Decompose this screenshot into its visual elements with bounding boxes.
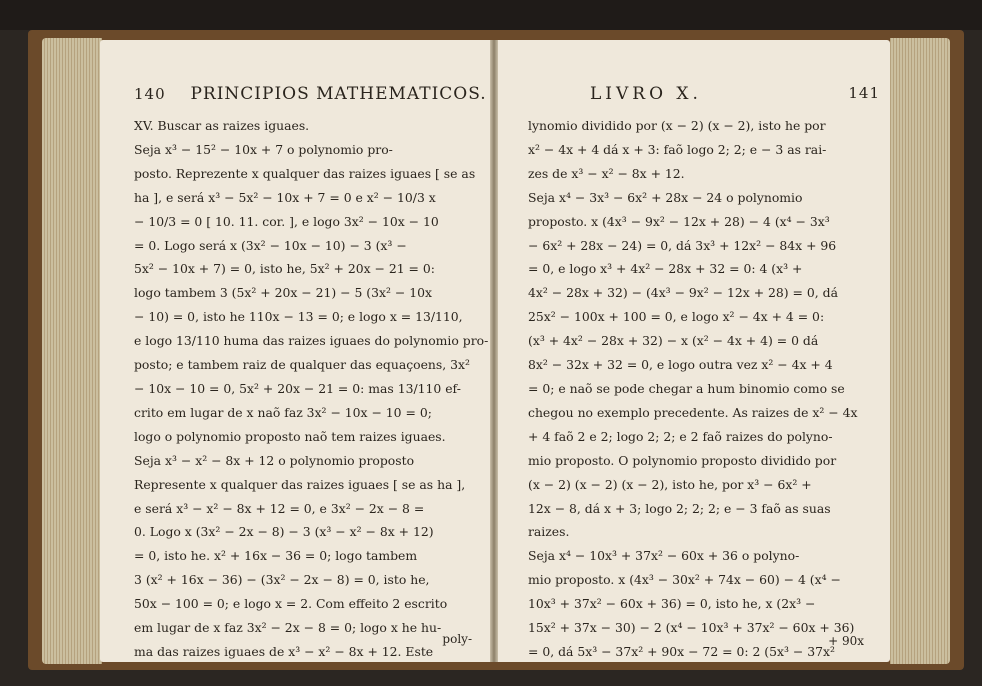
right-page-header xyxy=(590,84,880,104)
text-line: Represente x qualquer das raizes iguaes [ se as ha ], xyxy=(134,476,466,492)
text-line: 10x³ + 37x² − 60x + 36) = 0, isto he, x (2x³ − xyxy=(528,596,816,612)
right-page-number: 141 xyxy=(848,84,880,102)
text-line: − 10x − 10 = 0, 5x² + 20x − 21 = 0: mas 13/110 ef- xyxy=(134,380,461,396)
text-line: 8x² − 32x + 32 = 0, e logo outra vez x² − 4x + 4 xyxy=(528,357,833,373)
text-line: posto; e tambem raiz de qualquer das equaçoens, 3x² xyxy=(134,357,470,373)
text-line: = 0, isto he. x² + 16x − 36 = 0; logo tambem xyxy=(134,548,418,564)
text-line: crito em lugar de x naõ faz 3x² − 10x − 10 = 0; xyxy=(134,404,432,420)
text-line: chegou no exemplo precedente. As raizes de x² − 4x xyxy=(528,404,858,420)
text-line: lynomio dividido por (x − 2) (x − 2), isto he por xyxy=(528,118,826,133)
book xyxy=(28,30,964,670)
text-line: 25x² − 100x + 100 = 0, e logo x² − 4x + 4 = 0: xyxy=(528,309,825,325)
text-line: logo o polynomio proposto naõ tem raizes iguaes. xyxy=(134,428,446,444)
text-line: ha ], e será x³ − 5x² − 10x + 7 = 0 e x² − 10/3 x xyxy=(134,189,436,205)
text-line: − 6x² + 28x − 24) = 0, dá 3x³ + 12x² − 84x + 96 xyxy=(528,237,837,253)
right-catchword: + 90x xyxy=(828,634,864,648)
right-page-edges xyxy=(890,38,950,664)
text-line: 15x² + 37x − 30) − 2 (x⁴ − 10x³ + 37x² − 60x + 36) xyxy=(528,620,855,636)
text-line: Seja x⁴ − 10x³ + 37x² − 60x + 36 o polyno- xyxy=(528,548,800,564)
left-page xyxy=(100,40,490,662)
text-line: posto. Reprezente x qualquer das raizes iguaes [ se as xyxy=(134,165,476,181)
text-line: 3 (x² + 16x − 36) − (3x² − 2x − 8) = 0, isto he, xyxy=(134,572,430,588)
text-line: 50x − 100 = 0; e logo x = 2. Com effeito 2 escrito xyxy=(134,596,448,612)
text-line: + 4 faõ 2 e 2; logo 2; 2; e 2 faõ raizes do polyno- xyxy=(528,428,833,444)
text-line: em lugar de x faz 3x² − 2x − 8 = 0; logo x he hu- xyxy=(134,620,442,636)
text-line: 0. Logo x (3x² − 2x − 8) − 3 (x³ − x² − 8x + 12) xyxy=(134,524,434,540)
text-line: 5x² − 10x + 7) = 0, isto he, 5x² + 20x − 21 = 0: xyxy=(134,261,435,277)
text-line: mio proposto. O polynomio proposto dividido por xyxy=(528,452,837,468)
text-line: e logo 13/110 huma das raizes iguaes do polynomio pro- xyxy=(134,333,489,349)
left-page-edges xyxy=(42,38,102,664)
left-page-header xyxy=(134,84,487,104)
text-line: x² − 4x + 4 dá x + 3: faõ logo 2; 2; e − 3 as rai- xyxy=(528,141,827,157)
text-line: = 0. Logo será x (3x² − 10x − 10) − 3 (x³ − xyxy=(134,237,407,253)
text-line: Seja x³ − x² − 8x + 12 o polynomio proposto xyxy=(134,452,415,468)
text-line: (x³ + 4x² − 28x + 32) − x (x² − 4x + 4) = 0 dá xyxy=(528,333,819,349)
text-line: Seja x⁴ − 3x³ − 6x² + 28x − 24 o polynomio xyxy=(528,189,803,205)
text-line: 4x² − 28x + 32) − (4x³ − 9x² − 12x + 28) = 0, dá xyxy=(528,285,838,301)
text-line: − 10) = 0, isto he 110x − 13 = 0; e logo x = 13/110, xyxy=(134,309,463,325)
text-line: raizes. xyxy=(528,524,570,540)
left-page-text xyxy=(134,114,489,662)
text-line: (x − 2) (x − 2) (x − 2), isto he, por x³ − 6x² + xyxy=(528,476,812,492)
text-line: 12x − 8, dá x + 3; logo 2; 2; 2; e − 3 faõ as suas xyxy=(528,500,831,516)
background-top xyxy=(0,0,982,30)
text-line: proposto. x (4x³ − 9x² − 12x + 28) − 4 (x⁴ − 3x³ xyxy=(528,213,830,229)
text-line: zes de x³ − x² − 8x + 12. xyxy=(528,165,685,181)
right-page-title: LIVRO X. xyxy=(590,84,702,104)
text-line: e será x³ − x² − 8x + 12 = 0, e 3x² − 2x − 8 = xyxy=(134,500,425,516)
right-page xyxy=(498,40,890,662)
text-line: = 0; e naõ se pode chegar a hum binomio como se xyxy=(528,380,845,396)
text-line: mio proposto. x (4x³ − 30x² + 74x − 60) − 4 (x⁴ − xyxy=(528,572,841,588)
text-line: = 0, e logo x³ + 4x² − 28x + 32 = 0: 4 (x³ + xyxy=(528,261,803,277)
text-line: Seja x³ − 15² − 10x + 7 o polynomio pro- xyxy=(134,141,393,157)
text-line: = 0, dá 5x³ − 37x² + 90x − 72 = 0: 2 (5x³ − 37x² xyxy=(528,643,835,659)
left-page-title: PRINCIPIOS MATHEMATICOS. xyxy=(190,84,487,104)
right-page-text xyxy=(528,114,858,662)
left-page-number: 140 xyxy=(134,85,166,103)
text-line: XV. Buscar as raizes iguaes. xyxy=(134,118,310,133)
left-catchword: poly- xyxy=(442,632,472,646)
text-line: ma das raizes iguaes de x³ − x² − 8x + 12. Este xyxy=(134,643,434,659)
text-line: logo tambem 3 (5x² + 20x − 21) − 5 (3x² − 10x xyxy=(134,285,432,301)
text-line: − 10/3 = 0 [ 10. 11. cor. ], e logo 3x² − 10x − 10 xyxy=(134,213,439,229)
book-gutter xyxy=(490,40,498,662)
